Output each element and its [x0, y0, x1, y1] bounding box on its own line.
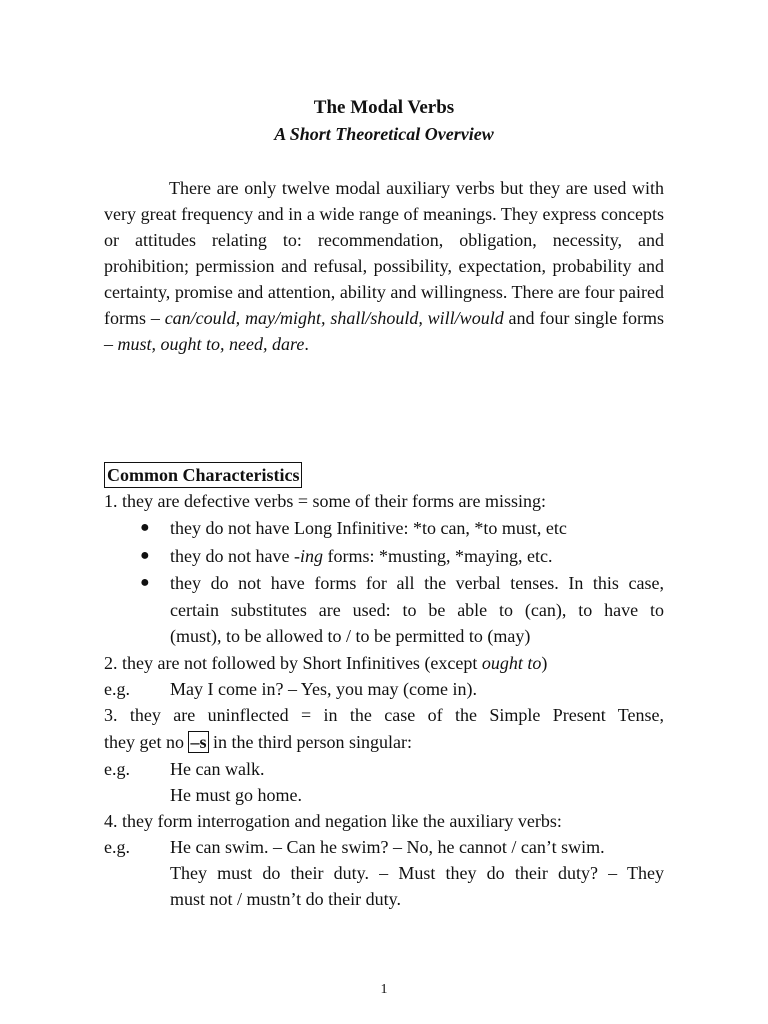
example-3b: He must go home. [170, 785, 302, 805]
suffix-s-box: –s [190, 732, 207, 752]
point-3-line-2 [104, 729, 664, 755]
point-2-ought-to: ought to [481, 653, 542, 673]
bullet-3-line-2: certain substitutes are used: to be able to (can), to have to [170, 600, 664, 620]
section-heading: Common Characteristics [104, 462, 302, 488]
point-3-line-1: 3. they are uninflected = in the case of the Simple Present Tense, [104, 705, 664, 725]
bullet-1: they do not have Long Infinitive: *to can, *to must, etc [170, 518, 567, 538]
example-4c: must not / mustn’t do their duty. [170, 889, 402, 909]
intro-paired-forms: can/could, may/might, shall/should, will/would [164, 308, 504, 328]
intro-text-2: and four single forms – [104, 308, 665, 354]
point-1: 1. they are defective verbs = some of their forms are missing: [104, 491, 547, 511]
bullet-3-dot: ● [140, 574, 150, 591]
example-2: May I come in? – Yes, you may (come in). [170, 679, 477, 699]
bullet-2-ing: -ing [293, 546, 323, 566]
bullet-1-dot: ● [140, 519, 150, 536]
intro-single-forms: must, ought to, need, dare [117, 334, 305, 354]
bullet-2-text-b: forms: *musting, *maying, etc. [327, 546, 553, 566]
point-3-text-b: in the third person singular: [213, 732, 412, 752]
example-3a: He can walk. [170, 759, 265, 779]
eg-label-4: e.g. [104, 837, 130, 857]
point-2 [104, 650, 664, 676]
point-3-text-a: they get no [104, 732, 184, 752]
page-subtitle: A Short Theoretical Overview [274, 124, 494, 144]
eg-label-2: e.g. [104, 679, 130, 699]
eg-label-3: e.g. [104, 759, 130, 779]
page-number: 1 [380, 982, 388, 997]
intro-text-3: . [304, 334, 309, 354]
point-4: 4. they form interrogation and negation like the auxiliary verbs: [104, 811, 562, 831]
bullet-3-line-1: they do not have forms for all the verbal tenses. In this case, [170, 573, 664, 593]
bullet-2-text-a: they do not have [170, 546, 290, 566]
point-2-text-b: ) [541, 653, 548, 673]
example-4a: He can swim. – Can he swim? – No, he cannot / can’t swim. [170, 837, 605, 857]
point-2-text-a: 2. they are not followed by Short Infinitives (except [104, 653, 478, 673]
page-title: The Modal Verbs [313, 97, 455, 118]
bullet-3-line-3: (must), to be allowed to / to be permitted to (may) [170, 626, 531, 646]
intro-paragraph [104, 175, 664, 357]
bullet-2-dot: ● [140, 547, 150, 564]
intro-text-1: There are only twelve modal auxiliary verbs but they are used with very great frequency and in a wide range of meanings. They express concepts or attitudes relating to: recommendation, obligation, necessity, and prohibition; permission and refusal, possibility, expectation, probability and certainty, promise and attention, ability and willingness. There are four paired forms – [104, 178, 664, 328]
example-4b: They must do their duty. – Must they do their duty? – They [170, 863, 664, 883]
bullet-2 [170, 543, 664, 569]
